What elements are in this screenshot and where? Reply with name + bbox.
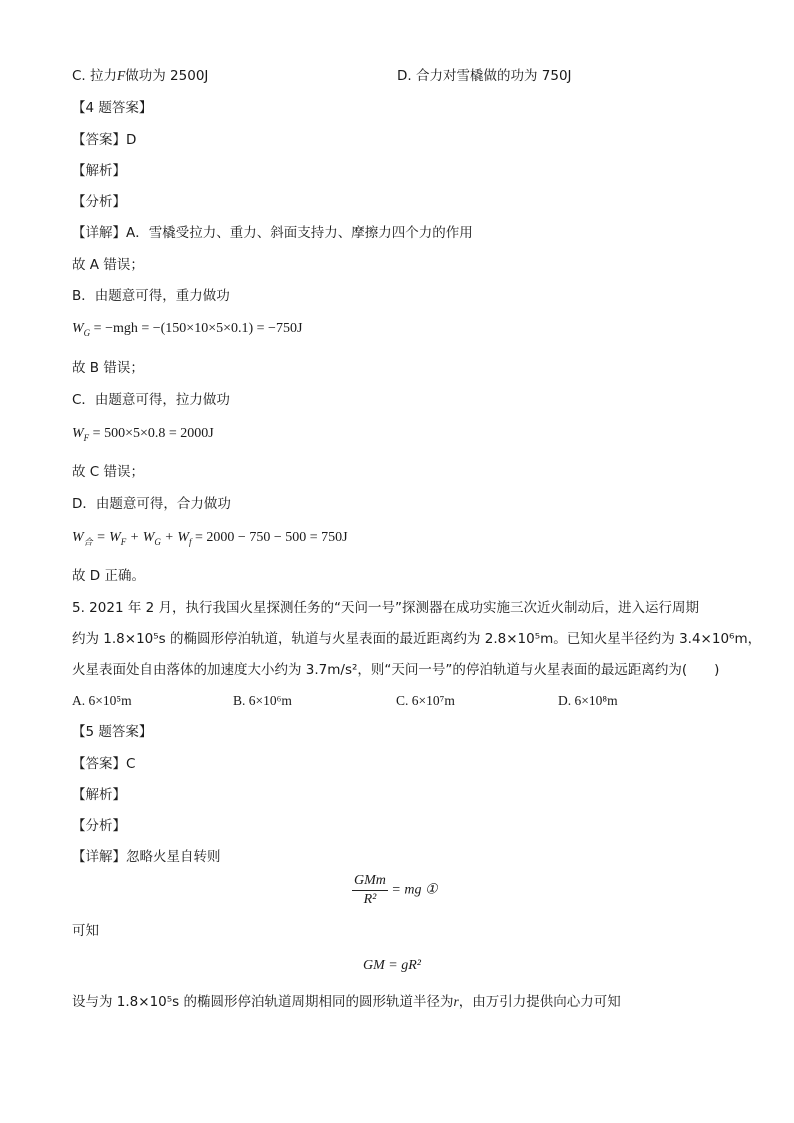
eq1-rhs: = mg ① (391, 882, 438, 898)
q4-equation-net-work (72, 529, 348, 551)
fraction-denominator: R² (363, 892, 377, 907)
eq-symbol: $W_G$ (72, 321, 91, 338)
q4-a-wrong: 故 A 错误； (72, 257, 144, 273)
option-c-label: C. 拉力 (72, 68, 118, 84)
q4-fenxi-heading: 【分析】 (72, 194, 126, 210)
q5-equation-gm: GM = gR² (363, 958, 421, 973)
eq-body: = 500×5×0.8 = 2000J (92, 426, 214, 441)
eq-body: = −mgh = −(150×10×5×0.1) = −750J (93, 321, 303, 336)
q5-kezhi: 可知 (72, 923, 99, 939)
q4-equation-pull-work (72, 425, 214, 447)
q4-c-wrong: 故 C 错误； (72, 464, 145, 480)
q4-d-right: 故 D 正确。 (72, 568, 145, 584)
q4-analysis-heading: 【解析】 (72, 163, 126, 179)
q4-detail: 【详解】A．雪橇受拉力、重力、斜面支持力、摩擦力四个力的作用 (72, 225, 473, 241)
q5-option-a: A. 6×10⁵m (72, 693, 132, 708)
eq-body: = 2000 − 750 − 500 = 750J (195, 530, 348, 545)
q4-answer: 【答案】D (72, 132, 137, 148)
eq-symbol: $W_F$ (72, 426, 90, 443)
q5-stem-line-1: 5. 2021 年 2 月，执行我国火星探测任务的“天问一号”探测器在成功实施三次近火制动后，进入运行周期 (72, 600, 699, 616)
option-c-rest: 做功为 2500J (125, 68, 209, 84)
q5-last-line (72, 993, 621, 1011)
last-line-tail: ，由万引力提供向心力可知 (458, 994, 621, 1010)
fraction-numerator: GMm (352, 872, 388, 891)
fraction (352, 872, 388, 909)
force-variable: F (117, 68, 126, 83)
q5-detail: 【详解】忽略火星自转则 (72, 849, 221, 865)
q5-stem-line-3: 火星表面处自由落体的加速度大小约为 3.7m/s²，则“天问一号”的停泊轨道与火星表面的最远距离约为( ) (72, 662, 720, 678)
q5-option-b: B. 6×10⁶m (233, 693, 292, 708)
q4-option-d: D. 合力对雪橇做的功为 750J (397, 68, 572, 84)
q4-b-wrong: 故 B 错误； (72, 360, 144, 376)
q4-c-intro: C．由题意可得，拉力做功 (72, 392, 230, 408)
q4-d-intro: D．由题意可得，合力做功 (72, 496, 231, 512)
q4-b-intro: B．由题意可得，重力做功 (72, 288, 230, 304)
q5-analysis-heading: 【解析】 (72, 787, 126, 803)
q5-answer-header: 【5 题答案】 (72, 724, 153, 740)
q4-answer-header: 【4 题答案】 (72, 100, 153, 116)
q4-equation-gravity-work (72, 320, 302, 342)
q5-option-d: D. 6×10⁸m (558, 693, 618, 708)
q5-option-c: C. 6×10⁷m (396, 693, 455, 708)
eq-symbol: $W_合 = W_F + W_G + W_f$ (72, 530, 192, 547)
q5-answer: 【答案】C (72, 756, 136, 772)
q5-fenxi-heading: 【分析】 (72, 818, 126, 834)
q5-stem-line-2: 约为 1.8×10⁵s 的椭圆形停泊轨道，轨道与火星表面的最近距离约为 2.8×10⁵m。已知火星半径约为 3.4×10⁶m， (72, 631, 762, 647)
q4-option-c (72, 67, 208, 85)
radius-variable: r (453, 994, 459, 1009)
last-line-text: 设与为 1.8×10⁵s 的椭圆形停泊轨道周期相同的圆形轨道半径为 (72, 994, 454, 1010)
q5-equation-gravity (352, 872, 438, 909)
